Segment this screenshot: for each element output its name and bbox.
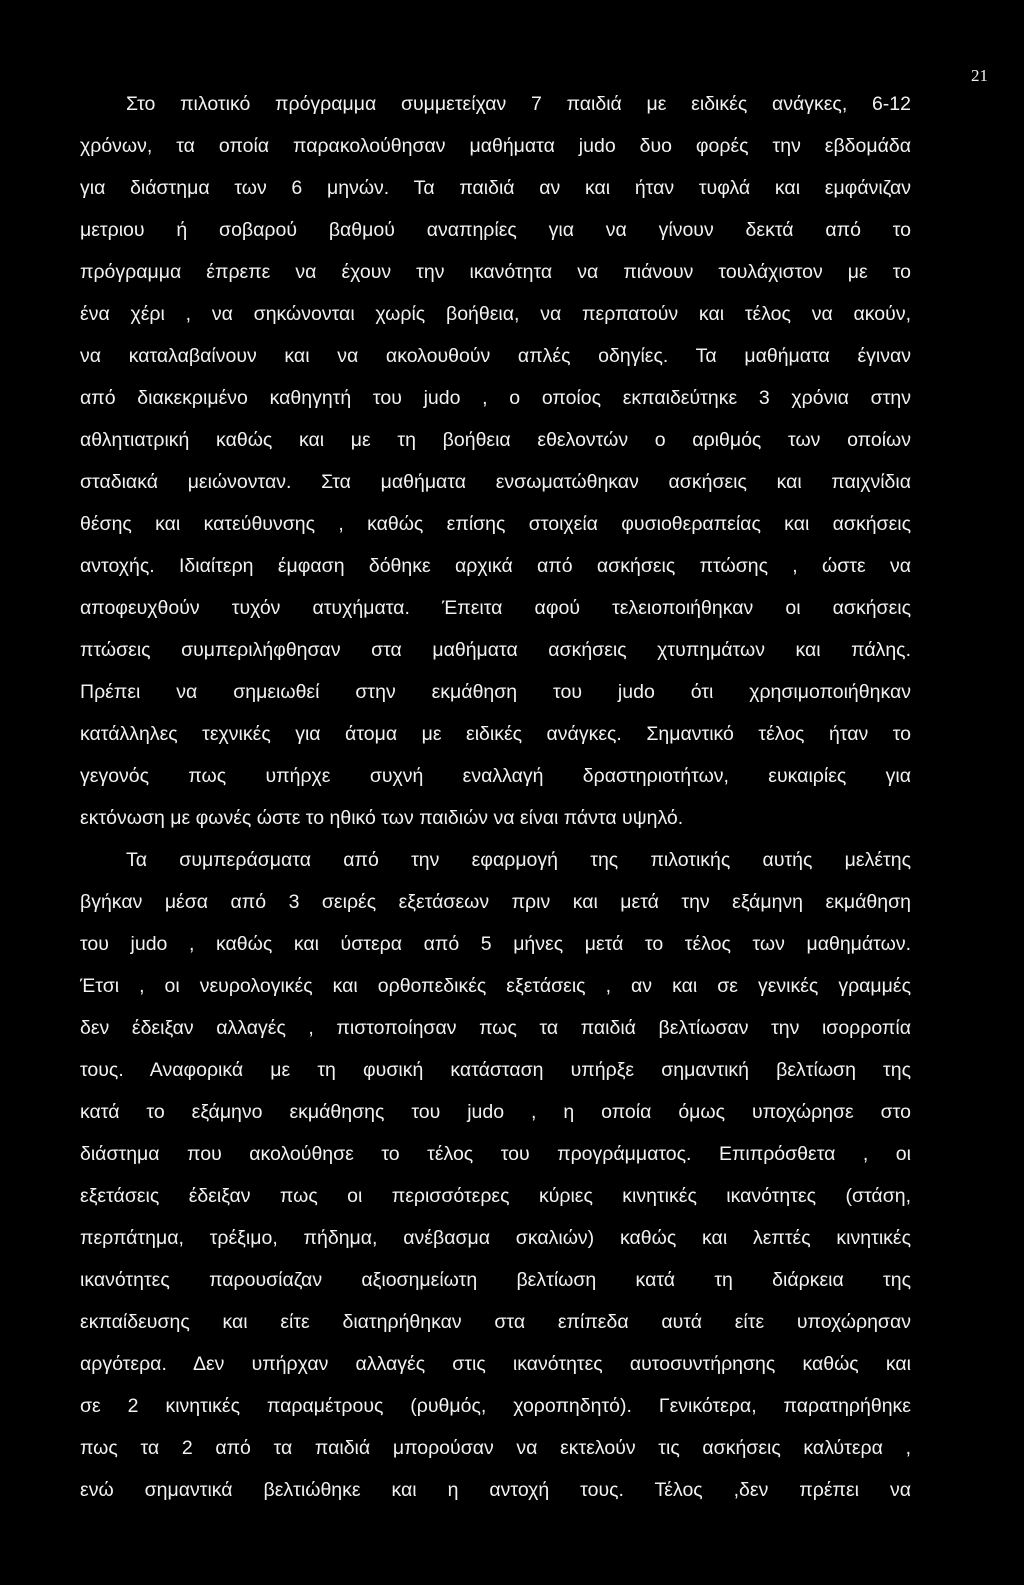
text-line: Τα συμπεράσματα από την εφαρμογή της πιλοτικής αυτής μελέτης <box>126 849 911 871</box>
text-line: γεγονός πως υπήρχε συχνή εναλλαγή δραστηριοτήτων, ευκαιρίες για <box>80 765 911 787</box>
text-line: κατά το εξάμηνο εκμάθησης του judo , η οποία όμως υποχώρησε στο <box>80 1101 911 1123</box>
text-line: θέσης και κατεύθυνσης , καθώς επίσης στοιχεία φυσιοθεραπείας και ασκήσεις <box>80 513 911 535</box>
text-line: εκτόνωση με φωνές ώστε το ηθικό των παιδιών να είναι πάντα υψηλό. <box>80 807 684 829</box>
text-line: να καταλαβαίνουν και να ακολουθούν απλές οδηγίες. Τα μαθήματα έγιναν <box>80 345 911 367</box>
text-line: εκπαίδευσης και είτε διατηρήθηκαν στα επίπεδα αυτά είτε υποχώρησαν <box>80 1311 911 1333</box>
text-line: Πρέπει να σημειωθεί στην εκμάθηση του judo ότι χρησιμοποιήθηκαν <box>80 681 911 703</box>
text-line: πως τα 2 από τα παιδιά μπορούσαν να εκτελούν τις ασκήσεις καλύτερα , <box>80 1437 911 1459</box>
text-line: από διακεκριμένο καθηγητή του judo , ο οποίος εκπαιδεύτηκε 3 χρόνια στην <box>80 387 911 409</box>
text-line: σταδιακά μειώνονταν. Στα μαθήματα ενσωματώθηκαν ασκήσεις και παιχνίδια <box>80 471 911 493</box>
text-line: πτώσεις συμπεριλήφθησαν στα μαθήματα ασκήσεις χτυπημάτων και πάλης. <box>80 639 911 661</box>
text-line: αργότερα. Δεν υπήρχαν αλλαγές στις ικανότητες αυτοσυντήρησης καθώς και <box>80 1353 911 1375</box>
text-line: μετριου ή σοβαρού βαθμού αναπηρίες για να γίνουν δεκτά από το <box>80 219 911 241</box>
text-line: ένα χέρι , να σηκώνονται χωρίς βοήθεια, να περπατούν και τέλος να ακούν, <box>80 303 911 325</box>
text-line: ενώ σημαντικά βελτιώθηκε και η αντοχή τους. Τέλος ,δεν πρέπει να <box>80 1479 911 1501</box>
text-line: εξετάσεις έδειξαν πως οι περισσότερες κύριες κινητικές ικανότητες (στάση, <box>80 1185 911 1207</box>
text-line: διάστημα που ακολούθησε το τέλος του προγράμματος. Επιπρόσθετα , οι <box>80 1143 911 1165</box>
text-line: δεν έδειξαν αλλαγές , πιστοποίησαν πως τα παιδιά βελτίωσαν την ισορροπία <box>80 1017 911 1039</box>
page-number: 21 <box>971 66 988 85</box>
text-line: αποφευχθούν τυχόν ατυχήματα. Έπειτα αφού τελειοποιήθηκαν οι ασκήσεις <box>80 597 911 619</box>
text-line: ικανότητες παρουσίαζαν αξιοσημείωτη βελτίωση κατά τη διάρκεια της <box>80 1269 911 1291</box>
text-line: αθλητιατρική καθώς και με τη βοήθεια εθελοντών ο αριθμός των οποίων <box>80 429 911 451</box>
text-line: Έτσι , οι νευρολογικές και ορθοπεδικές εξετάσεις , αν και σε γενικές γραμμές <box>80 975 911 997</box>
text-line: πρόγραμμα έπρεπε να έχουν την ικανότητα να πιάνουν τουλάχιστον με το <box>80 261 911 283</box>
text-line: χρόνων, τα οποία παρακολούθησαν μαθήματα judo δυο φορές την εβδομάδα <box>80 135 911 157</box>
text-line: κατάλληλες τεχνικές για άτομα με ειδικές ανάγκες. Σημαντικό τέλος ήταν το <box>80 723 911 745</box>
text-line: σε 2 κινητικές παραμέτρους (ρυθμός, χοροπηδητό). Γενικότερα, παρατηρήθηκε <box>80 1395 911 1417</box>
text-line: βγήκαν μέσα από 3 σειρές εξετάσεων πριν και μετά την εξάμηνη εκμάθηση <box>80 891 911 913</box>
text-line: του judo , καθώς και ύστερα από 5 μήνες μετά το τέλος των μαθημάτων. <box>80 933 911 955</box>
text-line: Στο πιλοτικό πρόγραμμα συμμετείχαν 7 παιδιά με ειδικές ανάγκες, 6-12 <box>126 93 911 115</box>
text-line: περπάτημα, τρέξιμο, πήδημα, ανέβασμα σκαλιών) καθώς και λεπτές κινητικές <box>80 1227 911 1249</box>
text-line: αντοχής. Ιδιαίτερη έμφαση δόθηκε αρχικά από ασκήσεις πτώσης , ώστε να <box>80 555 911 577</box>
text-line: για διάστημα των 6 μηνών. Τα παιδιά αν και ήταν τυφλά και εμφάνιζαν <box>80 177 911 199</box>
text-line: τους. Αναφορικά με τη φυσική κατάσταση υπήρξε σημαντική βελτίωση της <box>80 1059 911 1081</box>
